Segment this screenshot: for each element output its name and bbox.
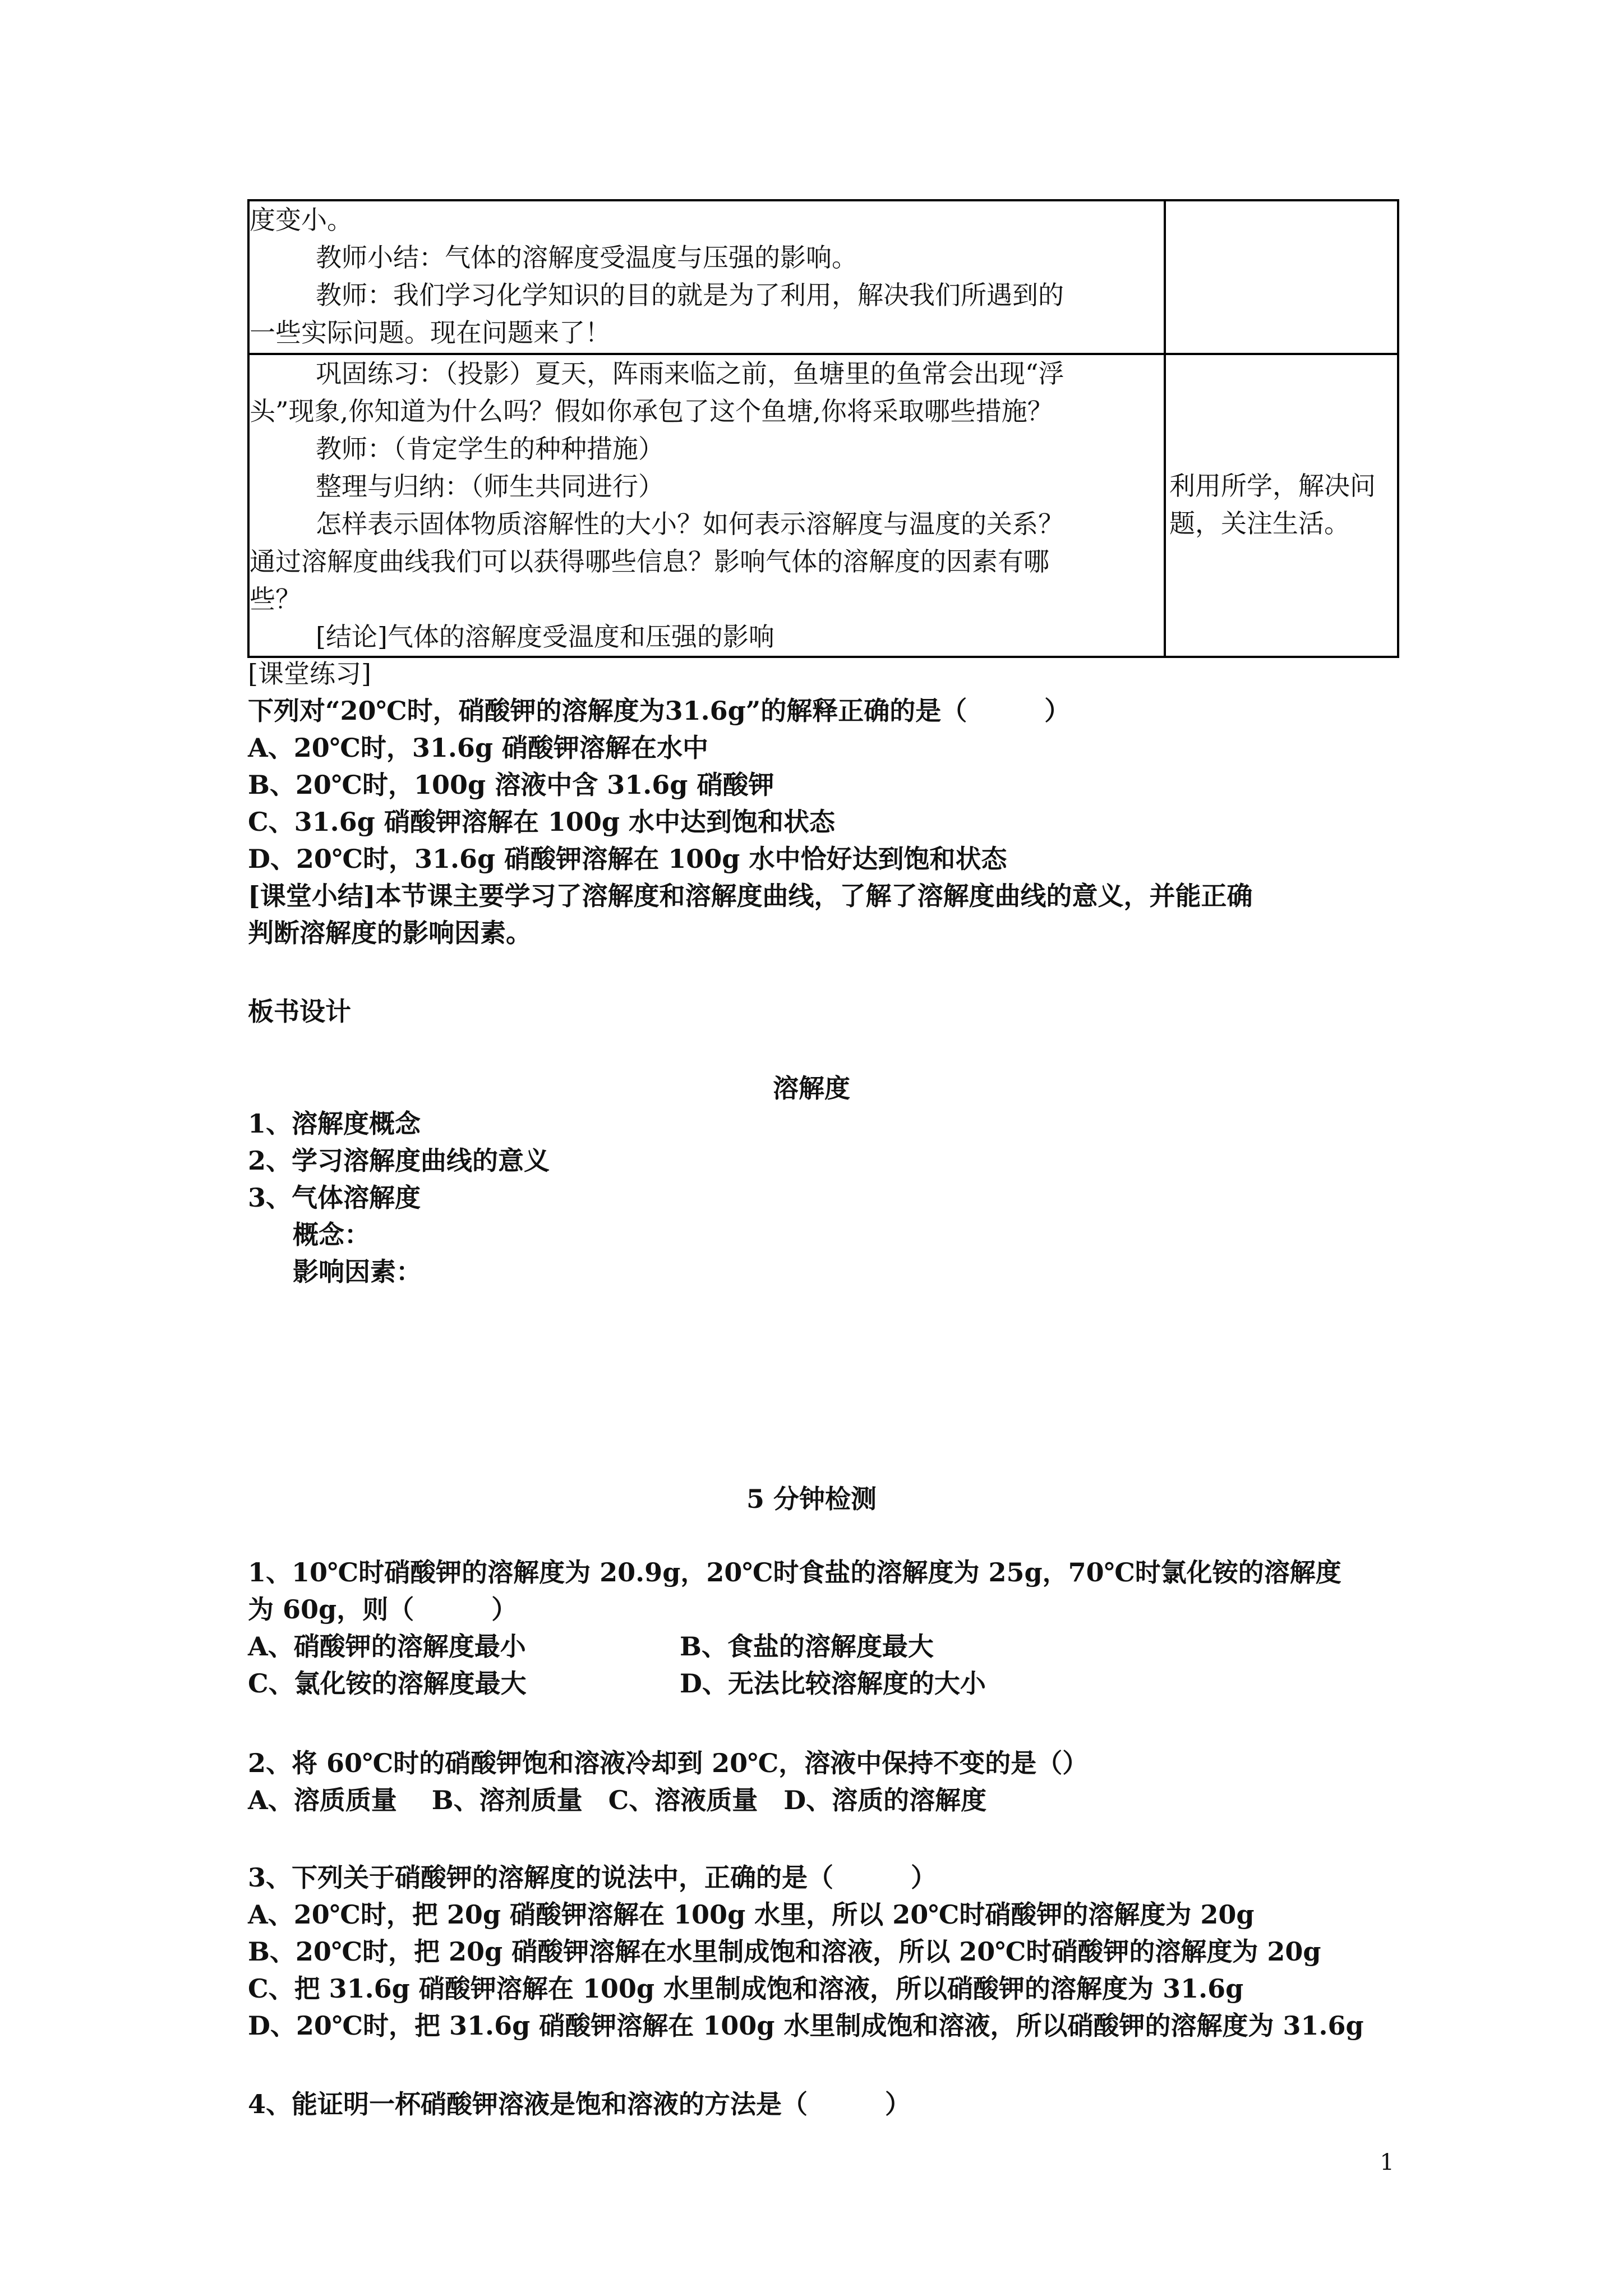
quiz-q3-option-b: B、20℃时，把 20g 硝酸钾溶解在水里制成饱和溶液，所以 20℃时硝酸钾的溶解度为 20g [248, 1936, 1321, 1967]
table-row [248, 354, 1398, 657]
board-item: 1、溶解度概念 [248, 1108, 421, 1139]
table-cell-content [248, 200, 1165, 354]
practice-option-c: C、31.6g 硝酸钾溶解在 100g 水中达到饱和状态 [248, 807, 836, 837]
board-item: 3、气体溶解度 [248, 1182, 421, 1213]
note-line: 利用所学，解决问 [1169, 471, 1376, 501]
quiz-title: 5 分钟检测 [746, 1484, 877, 1514]
quiz-q2-stem: 2、将 60℃时的硝酸钾饱和溶液冷却到 20℃，溶液中保持不变的是（） [248, 1748, 1089, 1778]
practice-heading: [课堂练习] [248, 659, 371, 689]
lesson-table [247, 199, 1399, 658]
table-text-line: 整理与归纳：（师生共同进行） [316, 471, 664, 501]
quiz-q1-option-d: D、无法比较溶解度的大小 [680, 1668, 986, 1699]
board-item: 2、学习溶解度曲线的意义 [248, 1145, 550, 1176]
page-number: 1 [1380, 2150, 1394, 2175]
quiz-q3-option-c: C、把 31.6g 硝酸钾溶解在 100g 水里制成饱和溶液，所以硝酸钾的溶解度为 31.6g [248, 1973, 1244, 2004]
quiz-q1-option-c: C、氯化铵的溶解度最大 [248, 1668, 527, 1699]
table-text-line: 教师：（肯定学生的种种措施） [316, 434, 664, 464]
note-line: 题，关注生活。 [1169, 508, 1350, 539]
board-subitem: 概念： [293, 1220, 370, 1250]
quiz-q1-option-a: A、硝酸钾的溶解度最小 [248, 1631, 526, 1662]
quiz-q3-option-a: A、20℃时，把 20g 硝酸钾溶解在 100g 水里，所以 20℃时硝酸钾的溶解度为 20g [248, 1899, 1255, 1930]
quiz-q1-stem: 为 60g，则（ ） [248, 1594, 518, 1625]
quiz-q4-stem: 4、能证明一杯硝酸钾溶液是饱和溶液的方法是（ ） [248, 2089, 911, 2119]
table-text-line: 教师小结：气体的溶解度受温度与压强的影响。 [316, 242, 857, 273]
quiz-q3-option-d: D、20℃时，把 31.6g 硝酸钾溶解在 100g 水里制成饱和溶液，所以硝酸钾的溶解度为 31.6g [248, 2010, 1364, 2041]
practice-option-a: A、20℃时，31.6g 硝酸钾溶解在水中 [248, 733, 709, 763]
practice-option-d: D、20℃时，31.6g 硝酸钾溶解在 100g 水中恰好达到饱和状态 [248, 844, 1007, 874]
practice-option-b: B、20℃时，100g 溶液中含 31.6g 硝酸钾 [248, 770, 774, 800]
table-text-line: 一些实际问题。现在问题来了！ [250, 318, 611, 348]
board-title: 溶解度 [773, 1073, 850, 1103]
table-cell-note [1165, 354, 1398, 657]
quiz-q1-option-b: B、食盐的溶解度最大 [680, 1631, 934, 1662]
table-row [248, 200, 1398, 354]
table-text-line: 度变小。 [250, 205, 353, 235]
quiz-q2-options: A、溶质质量 B、溶剂质量 C、溶液质量 D、溶质的溶解度 [248, 1785, 987, 1815]
table-cell-content [248, 354, 1165, 657]
quiz-q1-stem: 1、10℃时硝酸钾的溶解度为 20.9g，20℃时食盐的溶解度为 25g，70℃时氯化铵的溶解度 [248, 1557, 1341, 1588]
summary-line: 判断溶解度的影响因素。 [248, 918, 532, 948]
table-text-line: 巩固练习：（投影）夏天，阵雨来临之前，鱼塘里的鱼常会出现“浮 [316, 358, 1064, 389]
table-cell-note [1165, 200, 1398, 354]
table-text-line: [结论]气体的溶解度受温度和压强的影响 [316, 622, 774, 652]
teaching-note [1166, 355, 1397, 542]
quiz-q3-stem: 3、下列关于硝酸钾的溶解度的说法中，正确的是（ ） [248, 1862, 937, 1893]
board-design-label: 板书设计 [248, 996, 351, 1027]
table-text-line: 怎样表示固体物质溶解性的大小？如何表示溶解度与温度的关系？ [316, 509, 1064, 539]
practice-question: 下列对“20℃时，硝酸钾的溶解度为31.6g”的解释正确的是（ ） [248, 696, 1071, 726]
table-text-line: 通过溶解度曲线我们可以获得哪些信息？影响气体的溶解度的因素有哪 [250, 546, 1049, 577]
table-text-line: 些？ [250, 584, 301, 614]
table-text-line: 头”现象,你知道为什么吗？假如你承包了这个鱼塘,你将采取哪些措施？ [250, 396, 1053, 426]
table-text-line: 教师：我们学习化学知识的目的就是为了利用，解决我们所遇到的 [316, 280, 1064, 310]
board-subitem: 影响因素： [293, 1257, 422, 1287]
summary-line: [课堂小结]本节课主要学习了溶解度和溶解度曲线，了解了溶解度曲线的意义，并能正确 [248, 881, 1253, 911]
